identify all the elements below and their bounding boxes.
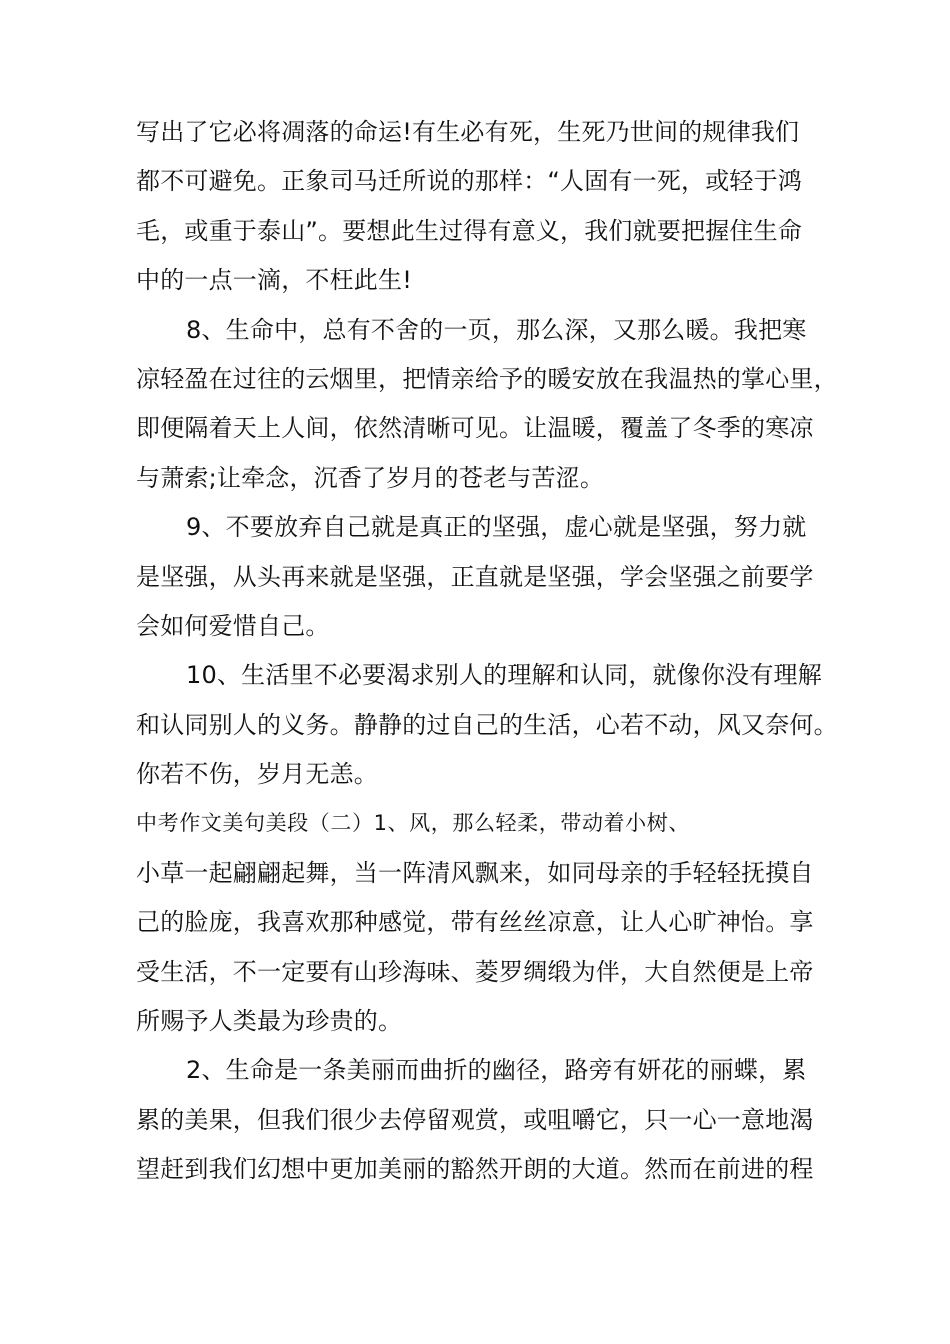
text-line: 与萧索;让牵念，沉香了岁月的苍老与苦涩。 (136, 463, 605, 492)
text-line: 己的脸庞，我喜欢那种感觉，带有丝丝凉意，让人心旷神怡。享 (136, 908, 814, 937)
text-line: 是坚强，从头再来就是坚强，正直就是坚强，学会坚强之前要学 (136, 562, 814, 591)
text-line: 受生活，不一定要有山珍海味、菱罗绸缎为伴，大自然便是上帝 (136, 957, 814, 986)
text-line: 你若不伤，岁月无恙。 (136, 760, 378, 789)
document-body (136, 108, 836, 1195)
text-line: 小草一起翩翩起舞，当一阵清风飘来，如同母亲的手轻轻抚摸自 (136, 858, 814, 887)
text-line: 所赐予人类最为珍贵的。 (136, 1007, 403, 1036)
section-heading-line: 中考作文美句美段（二）1、风，那么轻柔，带动着小树、 (136, 811, 690, 836)
text-line: 会如何爱惜自己。 (136, 611, 330, 640)
text-line: 凉轻盈在过往的云烟里，把情亲给予的暖安放在我温热的掌心里， (136, 364, 838, 393)
text-line: 都不可避免。正象司马迁所说的那样：“人固有一死，或轻于鸿 (136, 167, 803, 196)
text-line: 望赶到我们幻想中更加美丽的豁然开朗的大道。然而在前进的程 (136, 1155, 814, 1184)
text-line: 写出了它必将凋落的命运!有生必有死，生死乃世间的规律我们 (136, 118, 800, 146)
text-line: 9、不要放弃自己就是真正的坚强，虚心就是坚强，努力就 (186, 513, 807, 542)
text-line: 中的一点一滴，不枉此生! (136, 266, 413, 295)
text-line: 和认同别人的义务。静静的过自己的生活，心若不动，风又奈何。 (136, 710, 838, 739)
text-line: 毛，或重于泰山”。要想此生过得有意义，我们就要把握住生命 (136, 216, 803, 245)
text-line: 10、生活里不必要渴求别人的理解和认同，就像你没有理解 (186, 661, 822, 690)
text-line: 累的美果，但我们很少去停留观赏，或咀嚼它，只一心一意地渴 (136, 1105, 814, 1134)
text-line: 8、生命中，总有不舍的一页，那么深，又那么暖。我把寒 (186, 315, 807, 344)
text-line: 即便隔着天上人间，依然清晰可见。让温暖，覆盖了冬季的寒凉 (136, 414, 814, 443)
text-line: 2、生命是一条美丽而曲折的幽径，路旁有妍花的丽蝶，累 (186, 1056, 807, 1085)
